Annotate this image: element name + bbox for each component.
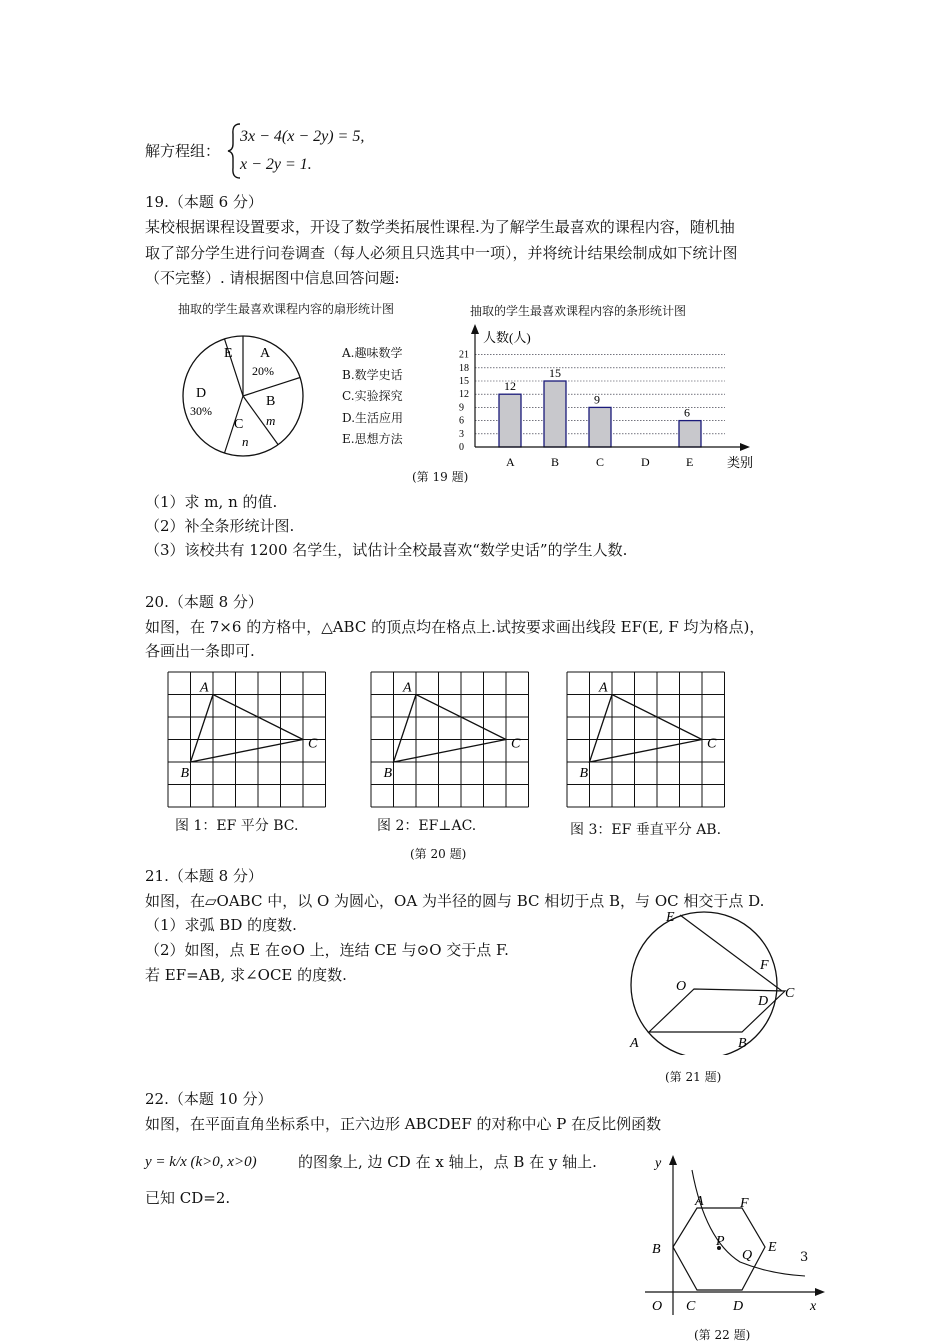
q21-text1: 如图，在▱OABC 中，以 O 为圆心，OA 为半径的圆与 BC 相切于点 B，与 OC 相交于点 D. (145, 892, 765, 910)
triangle-abc (191, 695, 304, 763)
q18-label: 解方程组： (145, 142, 221, 160)
x-axis-label: 类别 (727, 455, 754, 470)
pt-a: A (630, 1036, 639, 1051)
hexagon-figure (630, 1150, 830, 1320)
y-axis-arrow (471, 324, 479, 334)
triangle-abc (590, 695, 703, 763)
pt-p: P (716, 1234, 725, 1249)
q22-func: y = k/x (k>0, x>0) (145, 1154, 257, 1170)
y-tick-label: 21 (459, 349, 469, 361)
pt-f: F (760, 958, 769, 973)
pt-a: A (200, 680, 209, 696)
q20-caption: (第 20 题) (410, 847, 467, 861)
q20-header: 20.（本题 8 分） (145, 593, 263, 611)
pt-e: E (666, 910, 675, 925)
pt-c: C (511, 736, 521, 752)
x-tick-label: B (551, 455, 560, 469)
y-tick-label: 9 (459, 402, 464, 414)
x-tick-label: C (596, 455, 605, 469)
bar (499, 394, 521, 447)
page-number: 3 (800, 1250, 809, 1265)
grid-figure-1 (160, 664, 340, 814)
pt-b: B (652, 1242, 661, 1257)
grid-figure-2 (363, 664, 543, 814)
y-axis-label: 人数(人) (483, 330, 531, 345)
x-tick-label: D (641, 455, 650, 469)
bar (589, 407, 611, 447)
pie-label-d: D (196, 386, 207, 401)
pt-q: Q (742, 1248, 753, 1263)
q22-text3: 已知 CD=2. (145, 1189, 231, 1207)
q19-text3: （不完整）. 请根据图中信息回答问题: (145, 269, 400, 287)
legend-item: D.生活应用 (342, 410, 404, 425)
q19-header: 19.（本题 6 分） (145, 193, 263, 211)
pt-e: E (768, 1240, 777, 1255)
q20-fig2-caption: 图 2：EF⊥AC. (377, 818, 477, 834)
q19-sub1: （1）求 m, n 的值. (145, 493, 278, 511)
bar (679, 421, 701, 447)
pt-f: F (740, 1196, 749, 1211)
pie-value-c: n (242, 434, 249, 449)
pt-o: O (676, 979, 687, 994)
y-tick-label: 3 (459, 428, 464, 440)
pt-c: C (785, 986, 795, 1001)
q22-caption: (第 22 题) (694, 1328, 751, 1342)
q20-fig3-caption: 图 3：EF 垂直平分 AB. (570, 822, 722, 838)
q18-eq1: 3x − 4(x − 2y) = 5, (240, 128, 365, 145)
pt-a: A (403, 680, 412, 696)
q22-header: 22.（本题 10 分） (145, 1090, 273, 1108)
q19-sub3: （3）该校共有 1200 名学生，试估计全校最喜欢“数学史话”的学生人数. (145, 541, 628, 559)
y-tick-label: 15 (459, 376, 469, 387)
x-tick-label: A (506, 455, 515, 469)
y-tick-label: 6 (459, 415, 464, 427)
x-tick-label: E (686, 455, 694, 469)
pie-value-b: m (266, 413, 276, 428)
y-tick-label: 12 (459, 389, 469, 401)
pt-d: D (758, 994, 769, 1009)
pt-a: A (695, 1194, 704, 1209)
q21-sub1: （1）求弧 BD 的度数. (145, 916, 297, 934)
pie-title: 抽取的学生最喜欢课程内容的扇形统计图 (178, 302, 395, 316)
bar-value-label: 9 (594, 392, 600, 407)
pie-label-b: B (266, 394, 276, 409)
q21-sub2: （2）如图，点 E 在⊙O 上，连结 CE 与⊙O 交于点 F. (145, 941, 509, 959)
pt-y: y (655, 1156, 662, 1171)
q20-fig1-caption: 图 1：EF 平分 BC. (175, 818, 299, 834)
pt-b: B (383, 766, 393, 781)
bar-value-label: 15 (549, 366, 561, 380)
bar-title: 抽取的学生最喜欢课程内容的条形统计图 (470, 304, 687, 318)
q19-caption: (第 19 题) (412, 470, 469, 484)
q21-sub3: 若 EF=AB, 求∠OCE 的度数. (145, 966, 347, 984)
pie-label-c: C (234, 417, 244, 432)
pt-c: C (707, 736, 717, 752)
triangle-abc (394, 695, 507, 763)
q19-text2: 取了部分学生进行问卷调查（每人必须且只选其中一项），并将统计结果绘制成如下统计图 (145, 244, 738, 262)
pt-c: C (308, 736, 318, 752)
q20-text2: 各画出一条即可. (145, 642, 255, 660)
x-axis-arrow (740, 443, 750, 451)
segment-ec (680, 915, 782, 991)
pt-b: B (180, 766, 190, 781)
q19-sub2: （2）补全条形统计图. (145, 517, 295, 535)
pie-chart (180, 333, 310, 463)
legend (342, 343, 403, 451)
pt-c: C (686, 1299, 696, 1314)
pie-value-d: 30% (190, 404, 212, 418)
legend-item: E.思想方法 (342, 432, 403, 446)
bar (544, 381, 566, 447)
q22-text1: 如图，在平面直角坐标系中，正六边形 ABCDEF 的对称中心 P 在反比例函数 (145, 1115, 662, 1133)
bar-value-label: 6 (684, 405, 690, 420)
q21-caption: (第 21 题) (665, 1070, 722, 1084)
q22-text2: 的图象上, 边 CD 在 x 轴上，点 B 在 y 轴上. (298, 1153, 597, 1171)
grid-figure-3 (559, 664, 739, 814)
pie-value-a: 20% (252, 364, 274, 378)
pie-label-e: E (224, 346, 233, 361)
pt-o: O (652, 1299, 663, 1314)
y-axis-arrow (669, 1155, 677, 1165)
pt-a: A (599, 680, 608, 696)
circle-figure (620, 905, 810, 1055)
bar-value-label: 12 (504, 379, 516, 394)
pt-b: B (738, 1036, 747, 1051)
q20-text1: 如图，在 7×6 的方格中，△ABC 的顶点均在格点上.试按要求画出线段 EF(E, F 均为格点)， (145, 618, 765, 636)
y-tick-label: 18 (459, 362, 469, 374)
legend-item: B.数学史话 (342, 367, 403, 382)
pt-d: D (733, 1299, 744, 1314)
q18-eq2: x − 2y = 1. (240, 156, 312, 173)
legend-item: C.实验探究 (342, 389, 403, 403)
q19-text1: 某校根据课程设置要求，开设了数学类拓展性课程.为了解学生最喜欢的课程内容，随机抽 (145, 218, 735, 236)
y-tick-label: 0 (459, 442, 464, 453)
legend-item: A.趣味数学 (342, 346, 403, 360)
bar-chart (455, 322, 775, 472)
x-axis-arrow (815, 1288, 825, 1296)
q21-header: 21.（本题 8 分） (145, 867, 263, 885)
pt-x: x (810, 1299, 817, 1314)
pt-b: B (579, 766, 589, 781)
pie-label-a: A (260, 346, 271, 361)
